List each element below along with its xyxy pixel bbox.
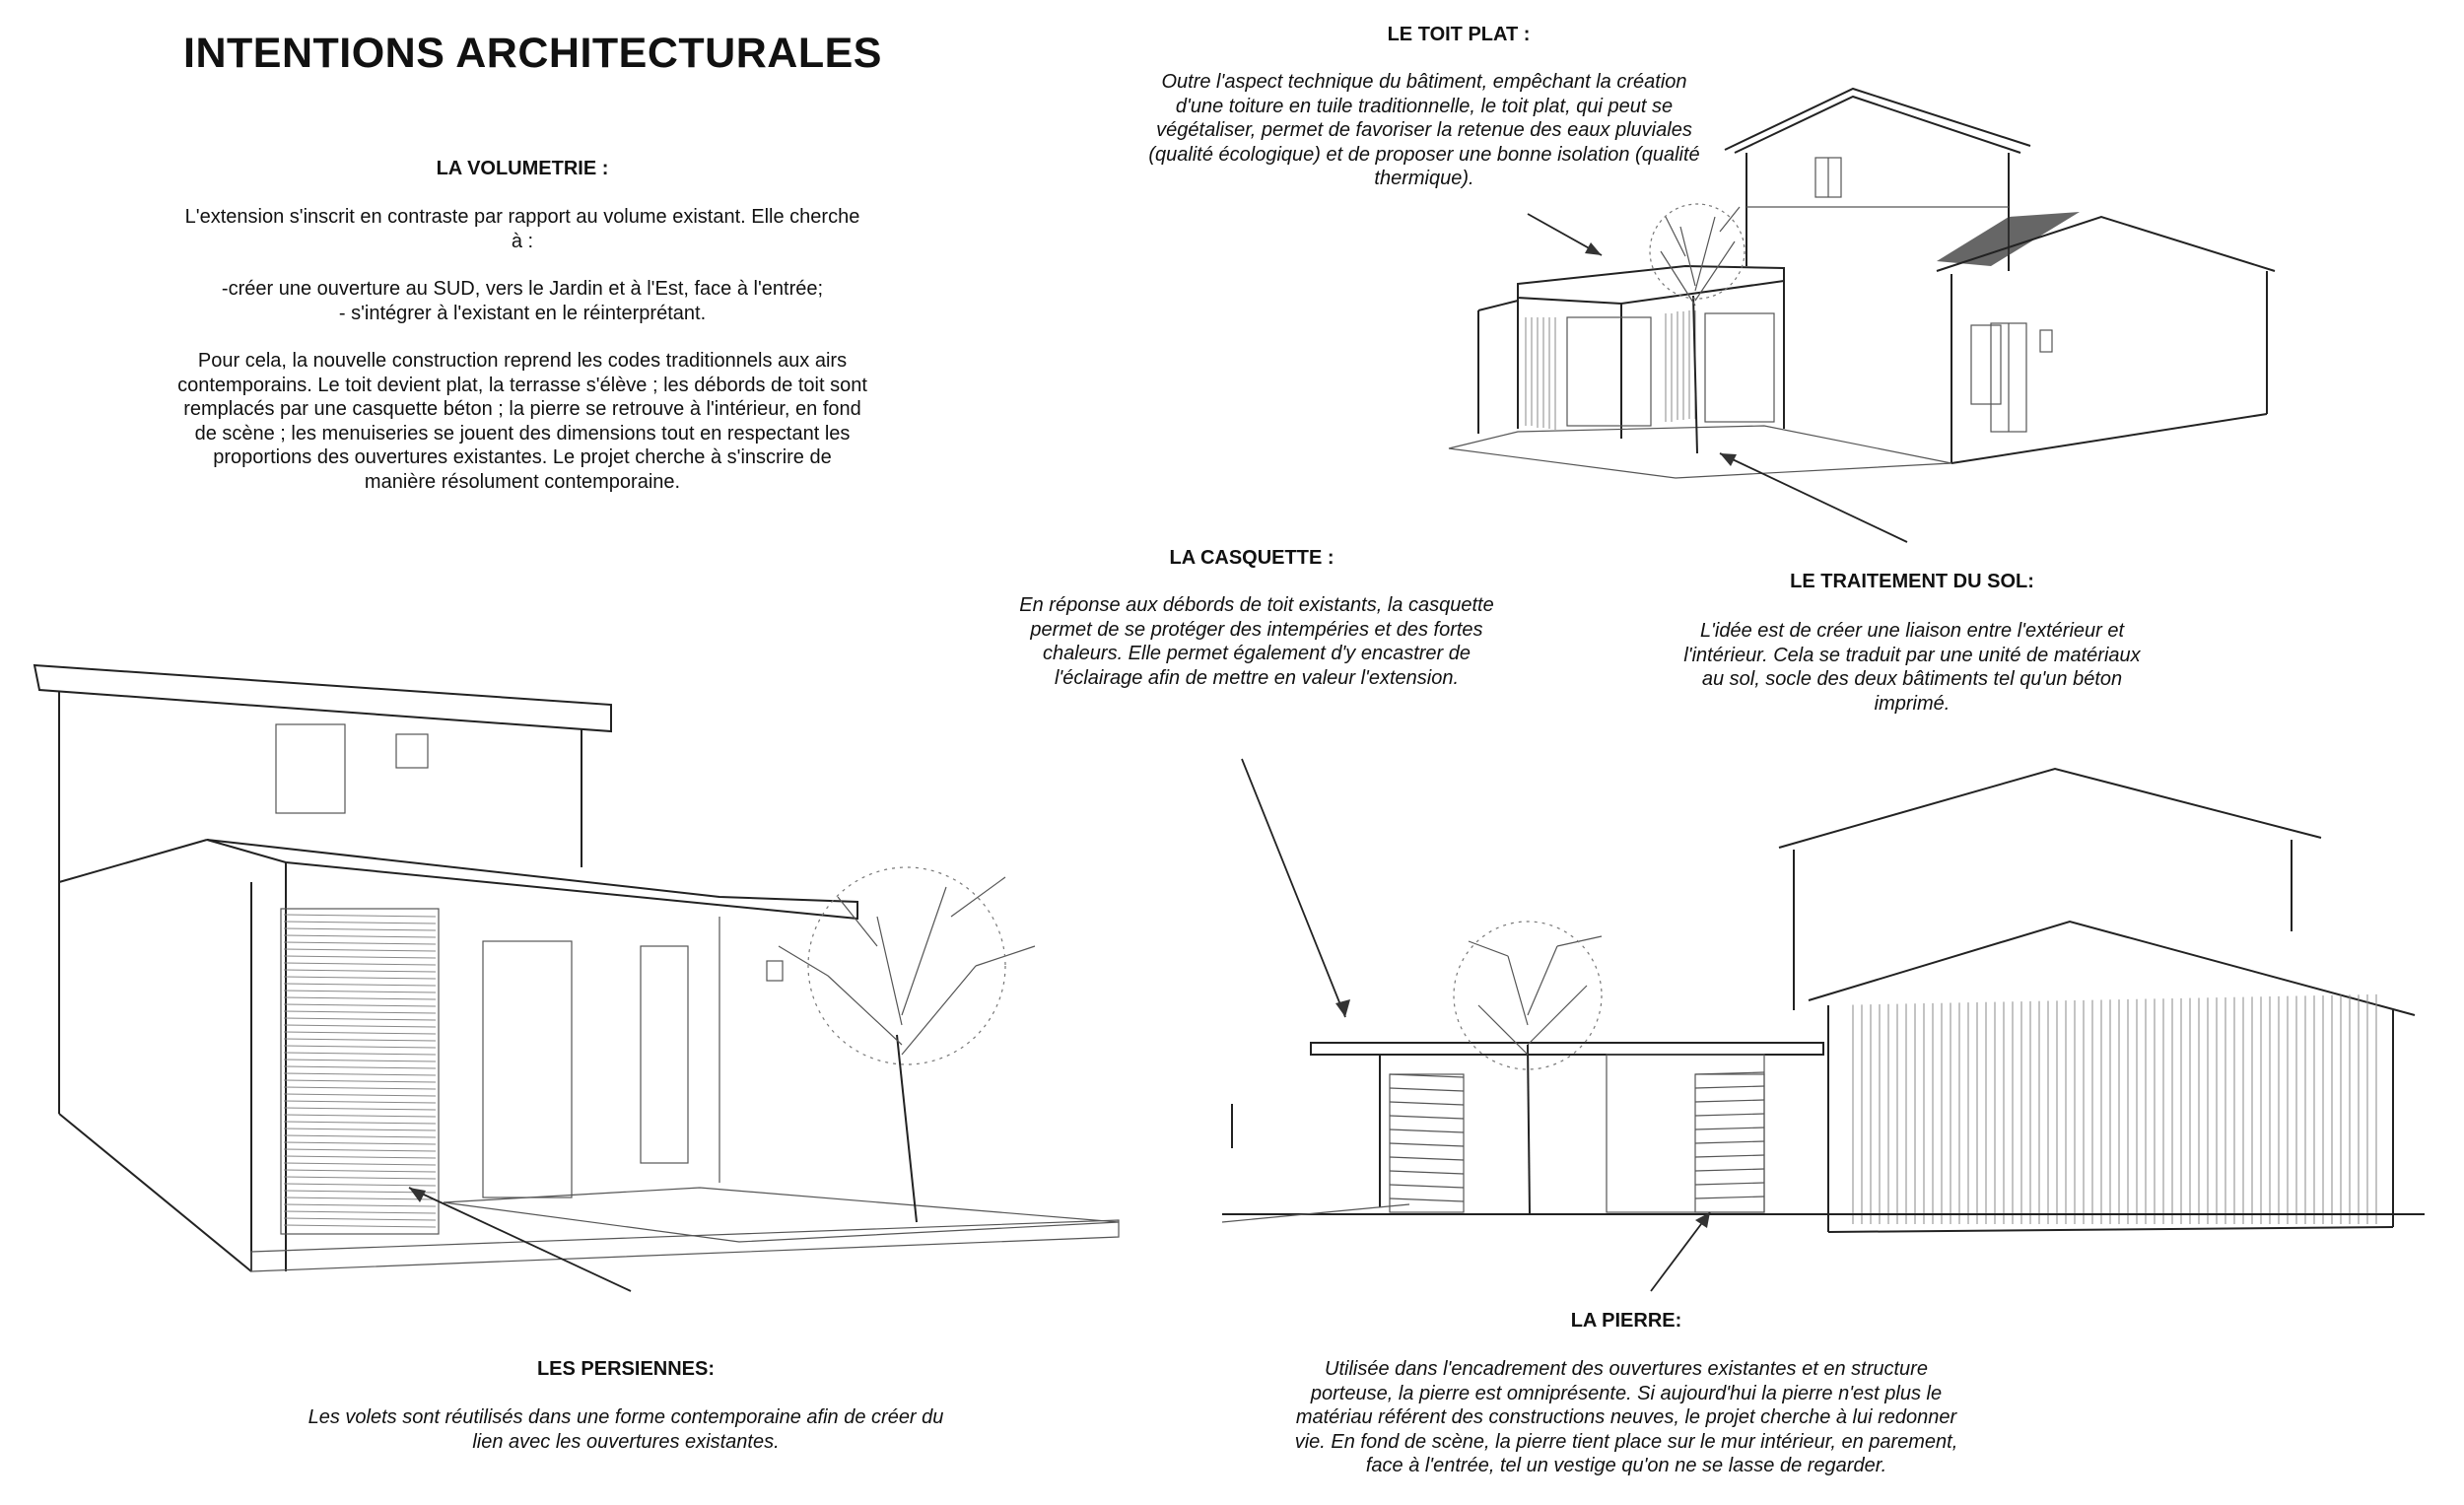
volumetrie-paragraph-2 <box>177 277 867 325</box>
persiennes-text: Les volets sont réutilisés dans une forme contemporaine afin de créer du lien avec les ouvertures existantes. <box>308 1406 944 1453</box>
traitement-sol-heading: LE TRAITEMENT DU SOL: <box>1790 571 2034 592</box>
volumetrie-text <box>177 205 867 494</box>
volumetrie-paragraph-3: Pour cela, la nouvelle construction reprend les codes traditionnels aux airs contemporains. Le toit devient plat, la terrasse s'élève ; les débords de toit sont remplacés par une casquette béton ; la pierre se retrouve à l'intérieur, en fond de scène ; les menuiseries se jouent des dimensions tout en respectant les proportions des ouvertures existantes. Le projet cherche à s'inscrire de manière résolument contemporaine. <box>177 350 867 493</box>
traitement-sol-text: L'idée est de créer une liaison entre l'extérieur et l'intérieur. Cela se traduit par une unité de matériaux au sol, socle des deux bâtiments tel qu'un béton imprimé. <box>1683 620 2141 715</box>
casquette-text: En réponse aux débords de toit existants, la casquette permet de se protéger des intempéries et des fortes chaleurs. Elle permet également d'y encastrer de l'éclairage afin de mettre en valeur l'extension. <box>1019 594 1494 689</box>
volumetrie-paragraph-1: L'extension s'inscrit en contraste par rapport au volume existant. Elle cherche à : <box>184 206 860 252</box>
page-title: INTENTIONS ARCHITECTURALES <box>183 30 882 77</box>
volumetrie-line-sud: -créer une ouverture au SUD, vers le Jardin et à l'Est, face à l'entrée; <box>221 278 824 300</box>
sketch-casquette-elevation <box>1212 759 2454 1291</box>
sketch-persiennes-house <box>30 650 1133 1281</box>
volumetrie-line-integrer: - s'intégrer à l'existant en le réinterprétant. <box>338 302 707 324</box>
toit-plat-heading: LE TOIT PLAT : <box>1387 24 1531 45</box>
arrow-traitement-sol <box>1715 448 1912 547</box>
volumetrie-heading: LA VOLUMETRIE : <box>436 158 609 179</box>
arrow-toit-plat <box>1528 212 1607 261</box>
pierre-heading: LA PIERRE: <box>1570 1310 1682 1332</box>
toit-plat-text: Outre l'aspect technique du bâtiment, empêchant la création d'une toiture en tuile traditionnelle, le toit plat, qui peut se végétaliser, permet de favoriser la retenue des eaux pluviales (qualité écologique) et de proposer une bonne isolation (qualité thermique). <box>1148 71 1700 189</box>
persiennes-heading: LES PERSIENNES: <box>536 1358 716 1380</box>
pierre-text: Utilisée dans l'encadrement des ouvertures existantes et en structure porteuse, la pierre est omniprésente. Si aujourd'hui la pierre n'est plus le matériau référent des constructions neuves, le projet cherche à lui redonner vie. En fond de scène, la pierre tient place sur le mur intérieur, en parement, face à l'entrée, tel un vestige qu'on ne se lasse de regarder. <box>1294 1358 1958 1476</box>
casquette-heading: LA CASQUETTE : <box>1169 547 1335 569</box>
